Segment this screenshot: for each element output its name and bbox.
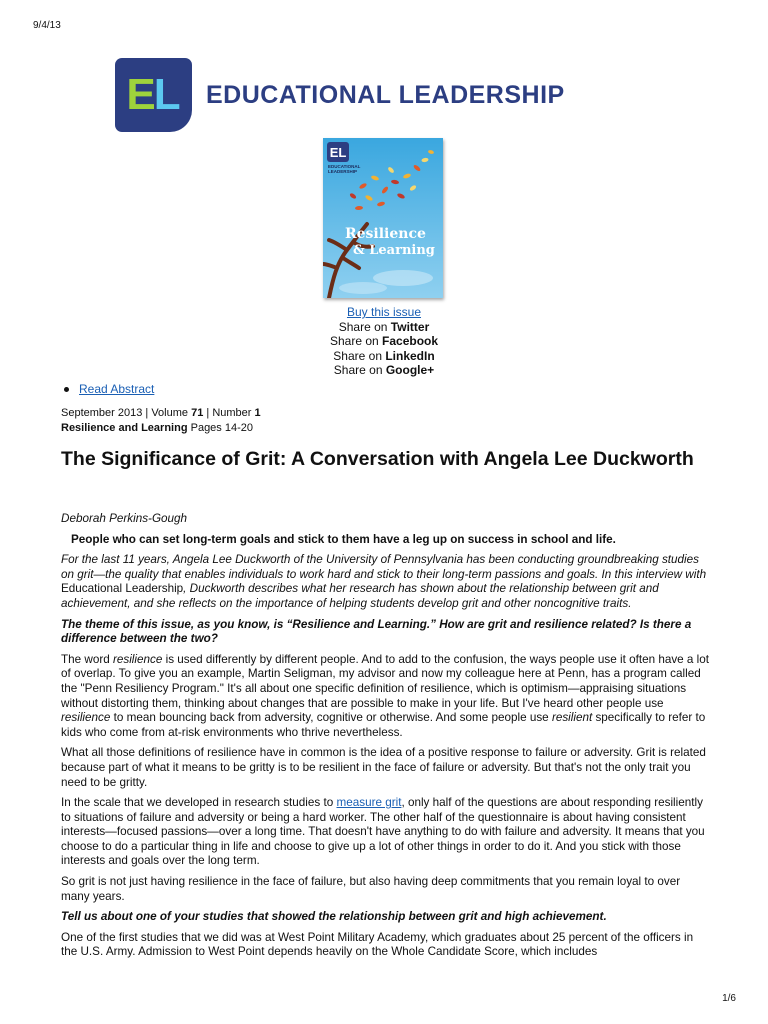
buy-issue-link[interactable]: Buy this issue	[346, 305, 422, 319]
page-number: 1/6	[722, 993, 736, 1004]
issue-cover-image[interactable]	[323, 138, 443, 298]
share-linkedin-line[interactable]: Share on LinkedIn	[333, 348, 435, 363]
abstract-list-item	[64, 382, 154, 396]
issue-title: Resilience and Learning	[61, 422, 188, 434]
twitter-label: Twitter	[390, 319, 430, 334]
share-twitter-line[interactable]: Share on Twitter	[338, 319, 430, 334]
question-1: The theme of this issue, as you know, is “Resilience and Learning.” How are grit and resilience related? Is there a difference between the two?	[61, 617, 692, 646]
author-byline: Deborah Perkins-Gough	[61, 512, 188, 525]
facebook-label: Facebook	[382, 334, 439, 348]
article-title: The Significance of Grit: A Conversation with Angela Lee Duckworth	[61, 448, 694, 470]
masthead	[115, 58, 565, 132]
share-facebook-line[interactable]: Share on Facebook	[329, 334, 439, 348]
issue-meta: September 2013 | Volume 71 | Number 1 Resilience and Learning Pages 14-20	[61, 407, 261, 434]
article-body	[61, 512, 709, 966]
issue-number: 1	[254, 407, 261, 419]
share-google-line[interactable]: Share on Google+	[333, 363, 435, 377]
cover-brand-line1: EDUCATIONAL	[328, 164, 361, 169]
volume-number: 71	[191, 407, 204, 419]
cover-brand-line2: LEADERSHIP	[328, 169, 358, 174]
masthead-title: EDUCATIONAL LEADERSHIP	[206, 80, 565, 109]
linkedin-label: LinkedIn	[385, 348, 435, 363]
question-2: Tell us about one of your studies that showed the relationship between grit and high achievement.	[61, 910, 607, 924]
article-lead: People who can set long-term goals and stick to them have a leg up on success in school and life.	[71, 532, 616, 546]
issue-date: September 2013	[61, 407, 143, 419]
read-abstract-link[interactable]: Read Abstract	[79, 382, 155, 396]
cover-logo: EL	[329, 145, 347, 160]
bullet-icon	[64, 387, 69, 392]
answer-paragraph-1: The word resilience is used differently by different people. And to add to the confusion, the ways people use it often have a lot of overlap. To give you an example, Martin Seligman, my advisor and now my colleague here at Penn, has a program called the "Penn Resiliency Program." It's all about one specific definition of resilience, which is optimism—appraising situations without distorting them, thinking about changes that are possible to make in your life. But I've heard other people use resilience to mean bouncing back from adversity, cognitive or otherwise. And some people use resilient specifically to refer to kids who come from at-risk environments who thrive nevertheless.	[61, 652, 709, 739]
cover-illustration	[323, 138, 443, 298]
page-range: Pages 14-20	[190, 422, 253, 434]
answer-paragraph-3: In the scale that we developed in research studies to measure grit, only half of the questions are about responding resiliently to situations of failure and adversity or being a hard worker. The other half of the questionnaire is about having consistent interests—focused passions—over a long time. That doesn't have anything to do with failure and adversity. It means that you choose to do a particular thing in life and choose to give up a lot of other things in order to do it. And you stick with those interests and goals over the long term.	[61, 796, 705, 868]
google-label: Google+	[385, 363, 435, 377]
answer-paragraph-2: What all those definitions of resilience have in common is the idea of a positive response to failure or adversity. Grit is related because part of what it means to be gritty is to be resilient in the face of failure or adversity. But that's not the only trait you need to be gritty.	[61, 746, 706, 789]
measure-grit-link[interactable]: measure grit	[336, 796, 402, 810]
answer-paragraph-4: So grit is not just having resilience in the face of failure, but also having deep commitments that you remain loyal to over many years.	[61, 875, 681, 903]
answer-paragraph-5: One of the first studies that we did was at West Point Military Academy, which graduates about 25 percent of the officers in the U.S. Army. Admission to West Point depends heavily on the Whole Candidate Score, which includes	[61, 930, 694, 959]
logo-letter-l: L	[153, 70, 181, 119]
print-date: 9/4/13	[33, 20, 61, 31]
el-logo[interactable]	[115, 58, 192, 132]
article-intro: For the last 11 years, Angela Lee Duckworth of the University of Pennsylvania has been conducting groundbreaking studies on grit—the quality that enables individuals to work hard and stick to their long-term passions and goals. In this interview with Educational Leadership, Duckworth describes what her research has shown about the relationship between grit and achievement, and she reflects on the importance of helping students develop grit and other noncognitive traits.	[61, 553, 707, 610]
publication-name: Educational Leadership	[61, 582, 184, 596]
cover-title-line2: & Learning	[353, 243, 435, 258]
share-block	[0, 305, 768, 378]
cover-title-line1: Resilience	[345, 226, 426, 242]
logo-letter-e: E	[126, 70, 156, 119]
